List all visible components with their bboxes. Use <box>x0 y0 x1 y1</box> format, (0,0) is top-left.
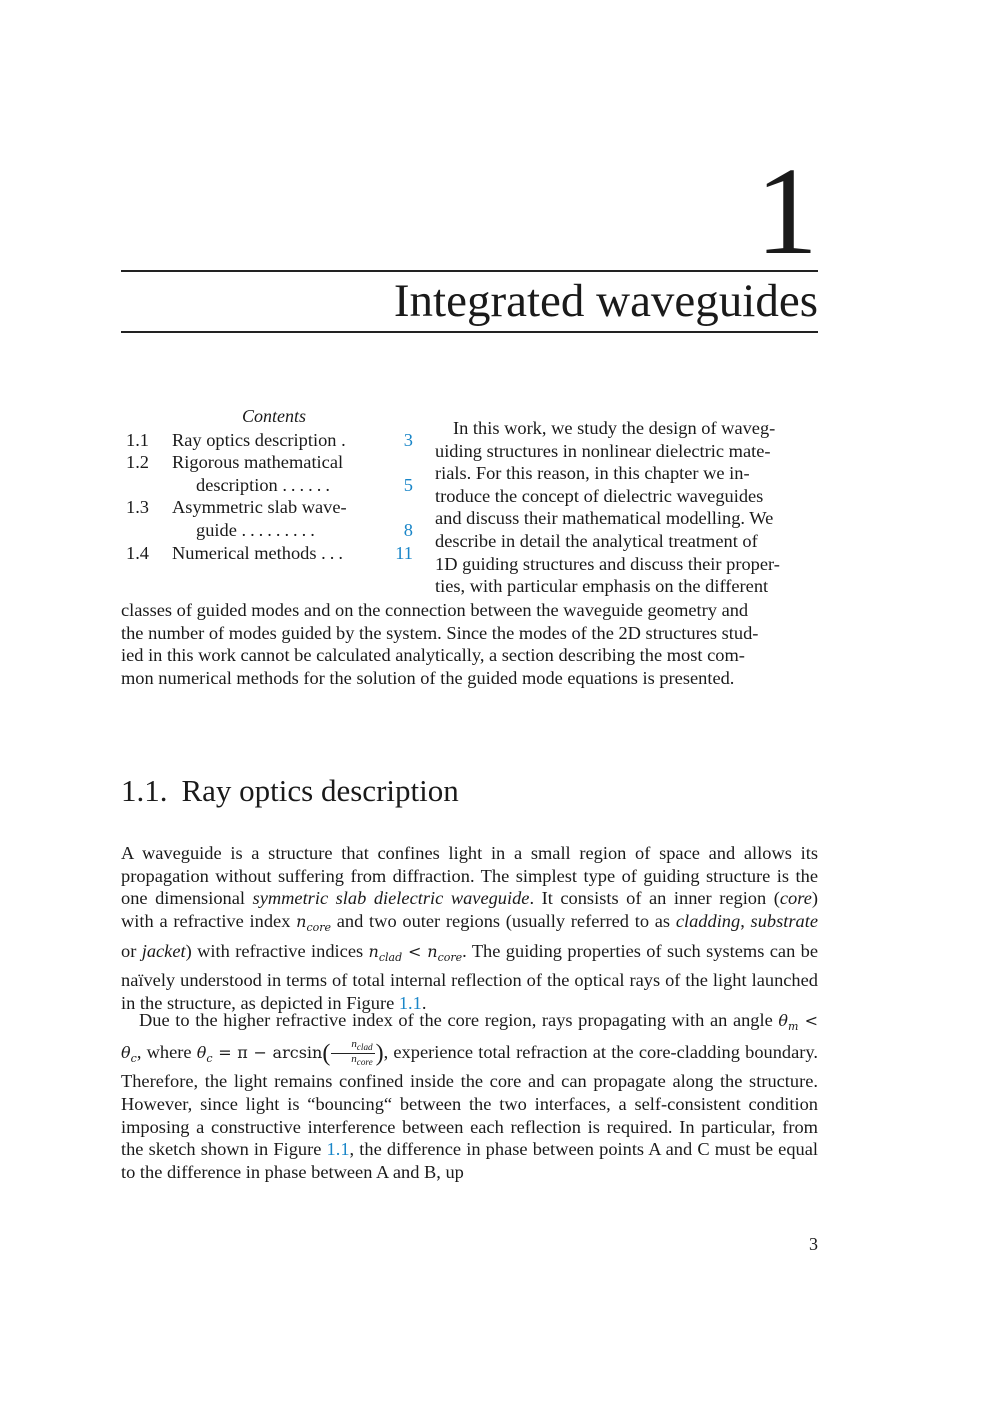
text-line: rials. For this reason, in this chapter we in- <box>435 463 750 484</box>
figure-link[interactable]: 1.1 <box>326 1139 350 1160</box>
math-inline: $\theta_c = \pi - \arcsin$ <box>196 1042 323 1065</box>
body-paragraph: A waveguide is a structure that confines light in a small region of space and allows its propagation without suffering from diffraction. The simplest type of guiding structure is the one dimensional symmetric slab dielectric waveguide. It consists of an inner region (core) with a refractive index $n_{core}$ and two outer regions (usually referred to as cladding, substrate or jacket) with refractive indices $n_{clad} < n_{core}$. The guiding properties of such systems can be naïvely understood in terms of total internal reflection of the optical rays of the light launched in the structure, as depicted in Figure 1.1. <box>121 843 819 1013</box>
math-inline: $n_{core}$ <box>296 911 332 934</box>
math-fraction: $\frac{n_{clad}}{n_{core}}$ <box>331 1039 374 1068</box>
toc-entry-number: 1.1 <box>126 429 149 450</box>
text-line: ied in this work cannot be calculated analytically, a section describing the most com- <box>121 645 745 666</box>
toc-entry-number: 1.2 <box>126 452 149 473</box>
toc-entry[interactable] <box>121 451 413 474</box>
toc-entry-title: Rigorous mathematical <box>172 452 344 473</box>
body-paragraph: Due to the higher refractive index of the core region, rays propagating with an angle $\theta_m < \theta_c$, where $\theta_c = \pi - \arcsin$( $\frac{n_{clad}}{n_{core}}$ ), experience total refraction at the core-cladding boundary. Therefore, the light remains confined inside the core and can propagate along the structure. However, since light is “bouncing“ between the two interfaces, a self-consistent condition imposing a constructive interference between each reflection is required. In particular, from the sketch shown in Figure 1.1, the difference in phase between points A and C must be equal to the difference in phase between A and B, up <box>121 1010 818 1182</box>
toc-entry-page-link[interactable]: 11 <box>395 542 413 563</box>
section-number: 1.1. <box>121 773 168 808</box>
toc-entry-title-cont: guide ......... <box>196 519 319 540</box>
section-title: Ray optics description <box>181 773 459 808</box>
toc-entry-page-link[interactable]: 3 <box>403 429 413 450</box>
toc-entry-continuation[interactable] <box>121 474 413 497</box>
text-line: ties, with particular emphasis on the different <box>435 576 769 597</box>
text-line: troduce the concept of dielectric waveguides <box>435 485 764 506</box>
toc-entry-title-cont: description ...... <box>196 474 334 495</box>
text-line: and discuss their mathematical modelling. We <box>435 508 774 529</box>
toc-entry-title: Numerical methods ... <box>172 542 347 563</box>
text-line: the number of modes guided by the system. Since the modes of the 2D structures stud- <box>121 622 759 643</box>
page-number: 3 <box>809 1234 818 1254</box>
toc-entry[interactable] <box>121 496 413 519</box>
intro-paragraph-full <box>121 599 818 689</box>
toc-entry-number: 1.4 <box>126 542 149 563</box>
table-of-contents <box>121 405 413 564</box>
toc-heading: Contents <box>241 406 306 426</box>
toc-entry-title: Asymmetric slab wave- <box>172 497 347 518</box>
intro-paragraph-wrapped <box>435 417 818 598</box>
toc-entry-page-link[interactable]: 8 <box>403 519 413 540</box>
text-line: 1D guiding structures and discuss their proper- <box>435 553 780 574</box>
text-line: describe in detail the analytical treatment of <box>435 530 758 551</box>
toc-entry-number: 1.3 <box>126 497 149 518</box>
math-inline: $n_{clad} < n_{core}$ <box>368 941 463 964</box>
math-inline: $\theta_m < \theta_c$ <box>121 1011 818 1065</box>
toc-entry-continuation[interactable] <box>121 519 413 542</box>
section-heading <box>121 772 459 810</box>
toc-entry[interactable] <box>121 429 413 452</box>
text-line: In this work, we study the design of waveg- <box>453 418 776 438</box>
toc-entry-title: Ray optics description . <box>172 429 350 450</box>
figure-link[interactable]: 1.1 <box>398 992 422 1013</box>
chapter-rule-bottom <box>121 331 818 333</box>
chapter-title: Integrated waveguides <box>393 275 818 327</box>
chapter-number: 1 <box>755 143 818 281</box>
toc-entry-page-link[interactable]: 5 <box>403 474 413 495</box>
text-line: uiding structures in nonlinear dielectric mate- <box>435 440 771 461</box>
text-line: classes of guided modes and on the connection between the waveguide geometry and <box>121 600 749 620</box>
text-line: mon numerical methods for the solution of the guided mode equations is presented. <box>121 667 735 688</box>
toc-entry[interactable] <box>121 542 413 565</box>
